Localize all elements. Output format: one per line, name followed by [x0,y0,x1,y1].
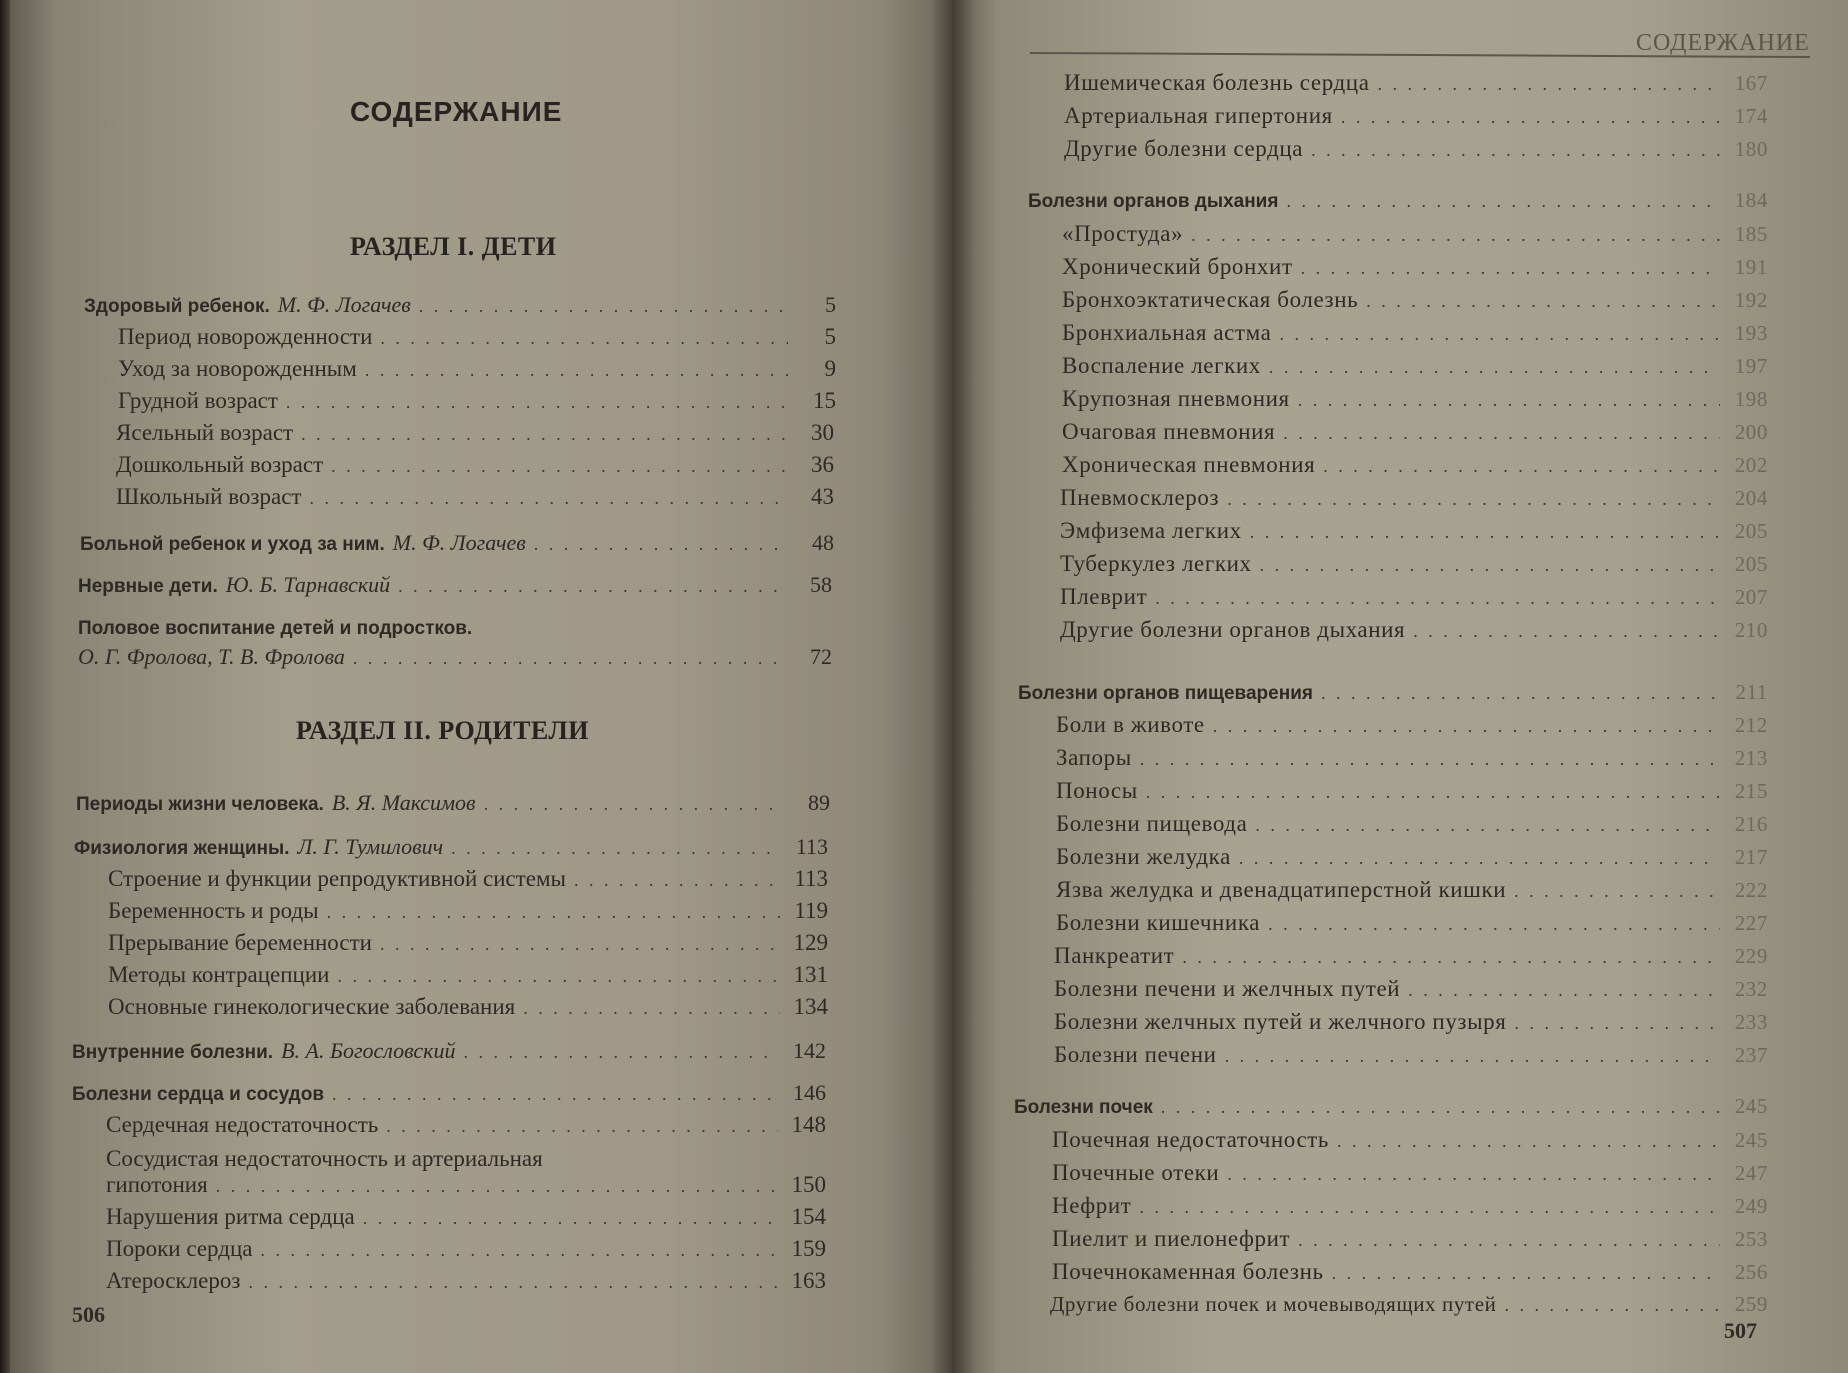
toc-entry[interactable] [1050,1292,1768,1322]
entry-page: 142 [793,1038,826,1063]
entry-page: 213 [1734,746,1768,770]
entry-page: 222 [1734,878,1768,902]
toc-entry[interactable] [1018,680,1768,710]
entry-title: Запоры [1056,745,1132,770]
dot-leader [331,456,786,477]
entry-page: 30 [811,420,834,445]
entry-page: 245 [1734,1094,1768,1118]
dot-leader [1155,588,1720,609]
dot-leader [1239,848,1720,869]
book-spine [930,0,974,1373]
toc-entry[interactable] [1056,811,1768,841]
toc-entry[interactable] [1052,1259,1768,1289]
dot-leader [1408,980,1720,1001]
entry-title: Здоровый ребенок. [84,296,270,317]
toc-entry[interactable] [1052,1160,1768,1190]
dot-leader [1321,683,1720,704]
toc-entry[interactable] [1056,844,1768,874]
toc-entry[interactable] [1054,976,1768,1006]
entry-title: Бронхиальная астма [1062,320,1272,345]
dot-leader [1514,1013,1720,1034]
entry-title: Болезни печени [1054,1042,1217,1067]
entry-author: М. Ф. Логачев [277,292,411,317]
dot-leader [419,296,788,317]
dot-leader [1283,423,1720,444]
entry-title: Пороки сердца [106,1236,253,1261]
entry-page: 200 [1734,420,1768,444]
entry-page: 163 [791,1268,826,1293]
entry-page: 129 [793,930,828,955]
dot-leader [380,328,788,349]
entry-title: Хроническая пневмония [1062,452,1316,477]
right-page [952,0,1848,1373]
toc-title: СОДЕРЖАНИЕ [350,96,563,127]
entry-page: 134 [793,994,828,1019]
toc-entry[interactable] [1062,419,1768,449]
entry-title: Эмфизема легких [1060,518,1242,543]
entry-title: Нервные дети. [78,576,218,597]
entry-title: Болезни печени и желчных путей [1054,976,1401,1001]
entry-title: Основные гинекологические заболевания [108,994,516,1019]
entry-title: Хронический бронхит [1062,254,1293,279]
toc-entry[interactable] [1062,353,1768,383]
entry-page: 259 [1734,1292,1768,1316]
entry-title: Воспаление легких [1062,353,1261,378]
dot-leader [1413,621,1720,642]
entry-title: Панкреатит [1054,943,1175,968]
dot-leader [1140,749,1720,770]
dot-leader [1298,1230,1720,1251]
entry-title: гипотония [106,1172,208,1197]
entry-author: Л. Г. Тумилович [297,834,444,859]
toc-entry[interactable] [1060,584,1768,614]
entry-page: 204 [1734,486,1768,510]
toc-entry[interactable] [1052,1226,1768,1256]
dot-leader [309,488,786,509]
toc-entry[interactable] [1062,320,1768,350]
entry-title: Ясельный возраст [116,420,294,445]
toc-entry[interactable] [116,420,834,450]
toc-entry[interactable] [1056,910,1768,940]
dot-leader [260,1240,778,1261]
entry-title: Школьный возраст [116,484,302,509]
dot-leader [463,1042,778,1063]
dot-leader [365,360,788,381]
entry-title: Почечнокаменная болезнь [1052,1259,1324,1284]
toc-entry[interactable] [1056,877,1768,907]
toc-entry[interactable] [106,1236,826,1266]
entry-page: 167 [1734,71,1768,95]
entry-page: 113 [794,866,828,891]
dot-leader [1182,947,1720,968]
toc-entry[interactable] [1060,485,1768,515]
toc-entry[interactable] [84,292,836,322]
entry-page: 233 [1734,1010,1768,1034]
dot-leader [1268,914,1720,935]
dot-leader [1269,357,1720,378]
page-number-right: 507 [1724,1318,1757,1343]
entry-page: 148 [791,1112,826,1137]
toc-entry[interactable] [116,452,834,482]
dot-leader [1298,390,1720,411]
dot-leader [1213,716,1720,737]
dot-leader [1255,815,1720,836]
toc-entry[interactable] [1054,943,1768,973]
toc-entry[interactable] [108,898,828,928]
entry-title: Поносы [1056,778,1138,803]
entry-title: Атеросклероз [106,1268,241,1293]
toc-entry[interactable] [118,388,836,418]
entry-page: 174 [1734,104,1768,128]
entry-title: Болезни желудка [1056,844,1231,869]
book-edge [0,0,10,1373]
toc-entry[interactable] [1064,70,1768,100]
dot-leader [353,648,784,669]
dot-leader [216,1176,778,1197]
dot-leader [574,870,780,891]
entry-page: 245 [1734,1128,1768,1152]
dot-leader [534,534,786,555]
section-heading-parents: РАЗДЕЛ II. РОДИТЕЛИ [296,716,590,745]
entry-page: 216 [1734,812,1768,836]
toc-entry[interactable] [1064,136,1768,166]
entry-page: 154 [791,1204,826,1229]
dot-leader [1504,1295,1720,1316]
entry-title: Боли в животе [1056,712,1205,737]
entry-page: 247 [1734,1161,1768,1185]
entry-title: Пиелит и пиелонефрит [1052,1226,1291,1251]
entry-page: 197 [1734,354,1768,378]
entry-title: Строение и функции репродуктивной системы [108,866,566,891]
entry-page: 119 [794,898,828,923]
entry-page: 232 [1734,977,1768,1001]
dot-leader [1301,258,1720,279]
entry-page: 180 [1734,137,1768,161]
entry-page: 237 [1734,1043,1768,1067]
entry-page: 9 [824,356,836,381]
entry-title: Болезни органов дыхания [1028,191,1279,212]
entry-title: Болезни почек [1014,1097,1153,1118]
entry-page: 5 [825,292,836,317]
section-heading-children: РАЗДЕЛ I. ДЕТИ [350,232,557,261]
toc-entry[interactable] [1060,551,1768,581]
entry-title: Методы контрацепции [108,962,330,987]
entry-title: Период новорожденности [118,324,373,349]
toc-entry[interactable] [1060,617,1768,647]
toc-entry[interactable] [78,572,832,602]
dot-leader [1260,555,1720,576]
entry-page: 193 [1734,321,1768,345]
entry-author: Ю. Б. Тарнавский [225,572,391,597]
entry-title: Пневмосклероз [1060,485,1220,510]
entry-page: 249 [1734,1194,1768,1218]
toc-entry[interactable] [1060,518,1768,548]
dot-leader [286,392,788,413]
entry-title: Почечные отеки [1052,1160,1220,1185]
entry-title: Почечная недостаточность [1052,1127,1330,1152]
toc-entry[interactable] [1014,1094,1768,1124]
entry-page: 113 [795,834,828,859]
dot-leader [1227,489,1720,510]
dot-leader [1332,1263,1720,1284]
entry-title: Язва желудка и двенадцатиперстной кишки [1056,877,1507,902]
dot-leader [1311,140,1720,161]
toc-entry-title-line[interactable]: Половое воспитание детей и подростков. [78,618,473,639]
entry-author: В. Я. Максимов [331,790,476,815]
dot-leader [386,1116,778,1137]
entry-page: 150 [791,1172,826,1197]
entry-page: 211 [1735,680,1768,704]
entry-title: Ишемическая болезнь сердца [1064,70,1370,95]
toc-entry[interactable] [106,1204,826,1234]
toc-entry[interactable] [1062,287,1768,317]
entry-title: Нарушения ритма сердца [106,1204,355,1229]
dot-leader [332,1084,778,1105]
dot-leader [1161,1097,1720,1118]
toc-entry[interactable] [1062,386,1768,416]
dot-leader [1341,107,1720,128]
toc-entry[interactable] [1056,712,1768,742]
entry-page: 159 [791,1236,826,1261]
entry-title: Беременность и роды [108,898,319,923]
dot-leader [398,576,784,597]
running-head: СОДЕРЖАНИЕ [1636,30,1810,56]
dot-leader [248,1272,778,1293]
dot-leader [1225,1046,1720,1067]
entry-title: Болезни кишечника [1056,910,1261,935]
toc-entry[interactable] [72,1080,826,1110]
entry-title: Другие болезни сердца [1064,136,1304,161]
entry-page: 205 [1734,552,1768,576]
toc-entry[interactable] [106,1268,826,1298]
entry-title: Крупозная пневмония [1062,386,1290,411]
dot-leader [484,794,782,815]
entry-title: Болезни органов пищеварения [1018,683,1313,704]
entry-page: 205 [1734,519,1768,543]
entry-title: Дошкольный возраст [116,452,324,477]
toc-entry[interactable] [1028,188,1768,218]
entry-page: 58 [810,572,832,597]
toc-entry[interactable] [80,530,834,560]
toc-entry[interactable] [106,1112,826,1142]
entry-page: 253 [1734,1227,1768,1251]
dot-leader [1337,1131,1720,1152]
toc-entry[interactable] [1056,745,1768,775]
entry-page: 131 [793,962,828,987]
dot-leader [1323,456,1720,477]
dot-leader [337,966,780,987]
page-number-left: 506 [72,1302,105,1327]
dot-leader [301,424,786,445]
entry-title: Болезни желчных путей и желчного пузыря [1054,1009,1507,1034]
toc-entry[interactable] [106,1172,826,1202]
entry-page: 184 [1734,188,1768,212]
entry-page: 185 [1734,222,1768,246]
entry-title: Болезни пищевода [1056,811,1248,836]
entry-page: 202 [1734,453,1768,477]
dot-leader [1378,74,1720,95]
dot-leader [1139,1197,1720,1218]
entry-title: Болезни сердца и сосудов [72,1084,325,1105]
entry-title: Бронхоэктатическая болезнь [1062,287,1359,312]
toc-entry[interactable] [78,644,832,674]
toc-entry[interactable] [1052,1193,1768,1223]
toc-entry[interactable] [108,962,828,992]
entry-author: В. А. Богословский [281,1038,456,1063]
entry-title: Другие болезни почек и мочевыводящих путей [1050,1292,1497,1316]
toc-entry[interactable] [108,866,828,896]
entry-title: Уход за новорожденным [118,356,357,381]
dot-leader [523,998,780,1019]
dot-leader [363,1208,778,1229]
dot-leader [1227,1164,1720,1185]
dot-leader [380,934,780,955]
entry-page: 191 [1734,255,1768,279]
entry-title: Физиология женщины. [74,838,290,859]
toc-entry[interactable] [76,790,830,820]
entry-page: 227 [1734,911,1768,935]
entry-page: 15 [813,388,836,413]
entry-title: Плеврит [1060,584,1148,609]
dot-leader [1191,225,1720,246]
entry-page: 192 [1734,288,1768,312]
entry-author: М. Ф. Логачев [392,530,526,555]
entry-title: Артериальная гипертония [1064,103,1333,128]
toc-entry-title-line[interactable]: Сосудистая недостаточность и артериальная [106,1146,543,1171]
entry-page: 5 [824,324,836,349]
dot-leader [1514,881,1720,902]
entry-page: 36 [811,452,834,477]
toc-entry[interactable] [1052,1127,1768,1157]
toc-entry[interactable] [118,324,836,354]
entry-page: 198 [1734,387,1768,411]
entry-title: Прерывание беременности [108,930,372,955]
entry-page: 72 [810,644,832,669]
toc-entry[interactable] [1062,221,1768,251]
entry-page: 89 [808,790,830,815]
toc-entry[interactable] [1054,1009,1768,1039]
entry-title: Нефрит [1052,1193,1132,1218]
entry-page: 48 [812,530,834,555]
entry-page: 146 [793,1080,826,1105]
toc-entry[interactable] [1062,452,1768,482]
toc-entry[interactable] [1054,1042,1768,1072]
entry-page: 43 [811,484,834,509]
dot-leader [327,902,780,923]
toc-entry[interactable] [72,1038,826,1068]
entry-page: 207 [1734,585,1768,609]
toc-entry[interactable] [74,834,828,864]
dot-leader [1250,522,1720,543]
toc-entry[interactable] [1064,103,1768,133]
entry-title: Сердечная недостаточность [106,1112,379,1137]
toc-entry[interactable] [108,994,828,1024]
toc-entry[interactable] [1062,254,1768,284]
entry-page: 215 [1734,779,1768,803]
dot-leader [1146,782,1720,803]
toc-entry[interactable] [118,356,836,386]
entry-title: «Простуда» [1062,221,1184,246]
entry-author: О. Г. Фролова, Т. В. Фролова [78,644,345,669]
entry-title: Грудной возраст [118,388,278,413]
entry-page: 256 [1734,1260,1768,1284]
entry-title: Периоды жизни человека. [76,794,324,815]
entry-page: 217 [1734,845,1768,869]
entry-title: Внутренние болезни. [72,1042,274,1063]
dot-leader [451,838,780,859]
dot-leader [1366,291,1720,312]
entry-title: Туберкулез легких [1060,551,1252,576]
dot-leader [1279,324,1720,345]
toc-entry[interactable] [1056,778,1768,808]
toc-entry[interactable] [108,930,828,960]
entry-title: Больной ребенок и уход за ним. [80,534,385,555]
entry-page: 210 [1734,618,1768,642]
entry-title: Очаговая пневмония [1062,419,1276,444]
entry-page: 229 [1734,944,1768,968]
toc-entry[interactable] [116,484,834,514]
dot-leader [1286,191,1720,212]
entry-page: 212 [1734,713,1768,737]
entry-title: Другие болезни органов дыхания [1060,617,1406,642]
